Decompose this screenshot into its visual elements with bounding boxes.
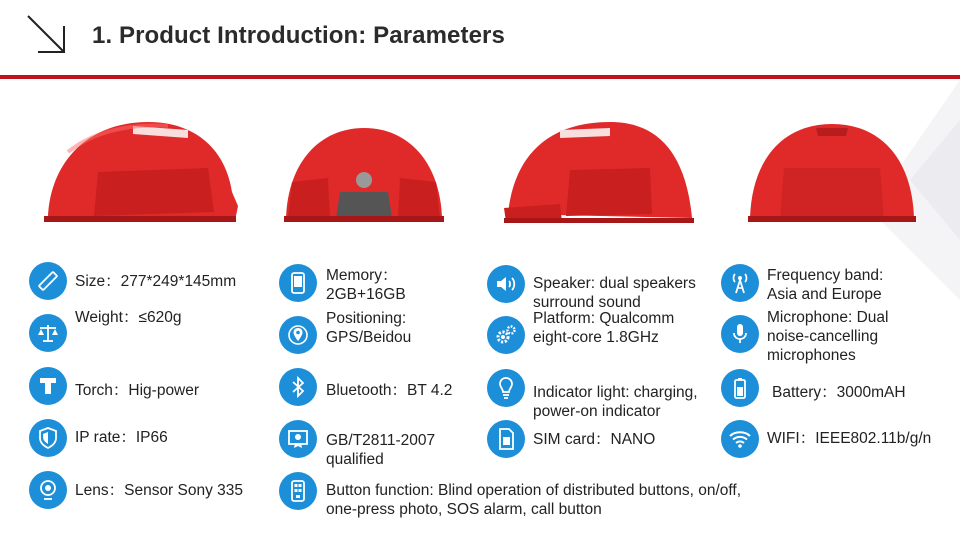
battery-icon (721, 369, 759, 407)
param-label-torch: Torch：Hig-power (75, 382, 200, 399)
certificate-icon (279, 420, 317, 458)
param-label-wifi: WIFI：IEEE802.11b/g/n (767, 430, 932, 447)
param-label-frequency-band: Frequency band: Asia and Europe (767, 267, 884, 303)
param-label-speaker: Speaker: dual speakers surround sound (533, 275, 696, 311)
helmet-image-back (744, 118, 920, 224)
phone-memory-icon (279, 264, 317, 302)
param-label-weight: Weight：≤620g (75, 309, 182, 326)
antenna-icon (721, 264, 759, 302)
camera-lens-icon (29, 471, 67, 509)
scale-icon (29, 314, 67, 352)
microphone-icon (721, 315, 759, 353)
helmet-image-side-left (38, 112, 242, 224)
shield-icon (29, 419, 67, 457)
remote-buttons-icon (279, 472, 317, 510)
speaker-icon (487, 265, 525, 303)
param-label-ip-rate: IP rate：IP66 (75, 429, 168, 446)
gears-icon (487, 316, 525, 354)
param-label-platform: Platform: Qualcomm eight-core 1.8GHz (533, 310, 675, 346)
param-label-memory: Memory： 2GB+16GB (326, 267, 406, 303)
param-label-battery: Battery：3000mAH (772, 384, 906, 401)
corner-arrow-icon (24, 12, 70, 58)
param-label-bluetooth: Bluetooth：BT 4.2 (326, 382, 453, 399)
param-label-indicator-light: Indicator light: charging, power-on indicator (533, 384, 698, 420)
page-title: 1. Product Introduction: Parameters (92, 22, 505, 49)
param-label-sim-card: SIM card：NANO (533, 431, 656, 448)
sim-card-icon (487, 420, 525, 458)
location-pin-icon (279, 316, 317, 354)
param-label-positioning: Positioning: GPS/Beidou (326, 310, 412, 346)
param-label-microphone: Microphone: Dual noise-cancelling microphones (767, 309, 889, 364)
ruler-icon (29, 262, 67, 300)
torch-icon (29, 367, 67, 405)
title-divider (0, 75, 960, 79)
param-label-size: Size：277*249*145mm (75, 273, 237, 290)
wifi-icon (721, 420, 759, 458)
helmet-image-front (280, 122, 448, 224)
bluetooth-icon (279, 368, 317, 406)
param-label-lens: Lens：Sensor Sony 335 (75, 482, 244, 499)
param-label-button-function: Button function: Blind operation of distributed buttons, on/off, one-press photo, SOS alarm, call button (326, 482, 742, 518)
helmet-image-side-right (500, 114, 700, 224)
lightbulb-icon (487, 369, 525, 407)
param-label-standard: GB/T2811-2007 qualified (326, 432, 436, 468)
